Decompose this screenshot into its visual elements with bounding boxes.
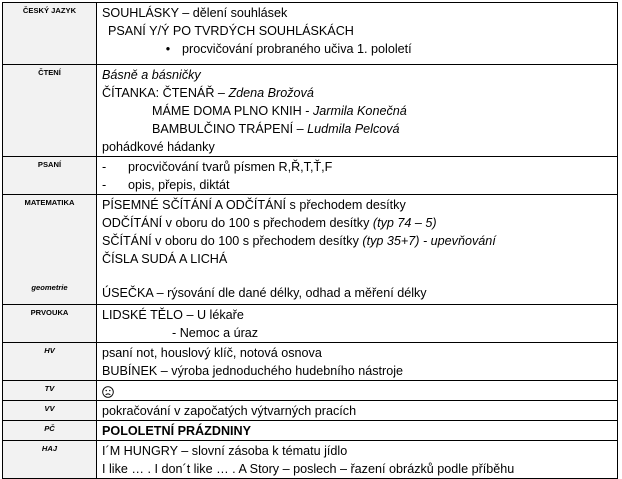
subject-label: HAJ: [3, 441, 97, 479]
sub-label: geometrie: [31, 283, 68, 292]
subject-label: PRVOUKA: [3, 305, 97, 343]
content-line: psaní not, houslový klíč, notová osnova: [102, 346, 322, 360]
subject-content: [97, 305, 618, 343]
content-line: - Nemoc a úraz: [172, 326, 259, 340]
subject-content: [97, 343, 618, 381]
sad-face-icon: [102, 386, 114, 398]
row-pc: [3, 421, 618, 441]
content-line: [102, 214, 617, 232]
note: (typ 35+7) - upevňování: [362, 234, 496, 248]
content-line: [102, 176, 617, 194]
author: Jarmila Konečná: [312, 104, 407, 118]
curriculum-table: [2, 2, 618, 479]
row-vv: [3, 401, 618, 421]
row-prvouka: [3, 305, 618, 343]
subject-content: [97, 401, 618, 421]
content-line: pohádkové hádanky: [102, 140, 215, 154]
subject-label: [3, 195, 97, 305]
text: ČÍTANKA: ČTENÁŘ –: [102, 86, 229, 100]
row-hv: [3, 343, 618, 381]
subject-label: PSANÍ: [3, 157, 97, 195]
content-line: BUBÍNEK – výroba jednoduchého hudebního nástroje: [102, 364, 404, 378]
subject-content: [97, 381, 618, 401]
bullet-icon: •: [165, 42, 171, 56]
row-matematika: [3, 195, 618, 305]
content-line: [102, 40, 617, 58]
text: SČÍTÁNÍ v oboru do 100 s přechodem desítky: [102, 234, 363, 248]
content-line: PSANÍ Y/Ý PO TVRDÝCH SOUHLÁSKÁCH: [108, 24, 354, 38]
content-line: ČÍSLA SUDÁ A LICHÁ: [102, 252, 228, 266]
subject-content: [97, 421, 618, 441]
row-haj: [3, 441, 618, 479]
subject-label: PČ: [3, 421, 97, 441]
content-line: PÍSEMNÉ SČÍTÁNÍ A ODČÍTÁNÍ s přechodem desítky: [102, 198, 406, 212]
row-cesky: [3, 3, 618, 65]
row-psani: [3, 157, 618, 195]
content-line: SOUHLÁSKY – dělení souhlásek: [102, 6, 288, 20]
text: BAMBULČINO TRÁPENÍ –: [152, 122, 308, 136]
content-line: [102, 232, 617, 250]
content-line: [102, 102, 617, 120]
content-line: I like … . I don´t like … . A Story – poslech – řazení obrázků podle příběhu: [102, 462, 515, 476]
subject-content: [97, 157, 618, 195]
content-line: [102, 84, 617, 102]
dash: -: [102, 178, 107, 192]
label-text: MATEMATIKA: [24, 198, 75, 207]
subject-content: [97, 441, 618, 479]
subject-label: ČESKÝ JAZYK: [3, 3, 97, 65]
dash: -: [102, 160, 107, 174]
content-line: ÚSEČKA – rýsování dle dané délky, odhad a měření délky: [102, 286, 427, 300]
content-line: [102, 382, 617, 400]
content-line: LIDSKÉ TĚLO – U lékaře: [102, 308, 244, 322]
bullet-text: procvičování probraného učiva 1. pololetí: [182, 42, 412, 56]
content-line: POLOLETNÍ PRÁZDNINY: [102, 424, 252, 438]
subject-label: HV: [3, 343, 97, 381]
subject-label: TV: [3, 381, 97, 401]
subject-content: [97, 195, 618, 305]
content-line: Básně a básničky: [102, 68, 201, 82]
content-line: [102, 158, 617, 176]
text: MÁME DOMA PLNO KNIH -: [152, 104, 313, 118]
row-cteni: [3, 65, 618, 157]
content-line: I´M HUNGRY – slovní zásoba k tématu jídlo: [102, 444, 348, 458]
text: procvičování tvarů písmen R,Ř,T,Ť,F: [128, 160, 333, 174]
subject-content: [97, 3, 618, 65]
author: Ludmila Pelcová: [307, 122, 400, 136]
text: opis, přepis, diktát: [128, 178, 230, 192]
author: Zdena Brožová: [228, 86, 314, 100]
note: (typ 74 – 5): [372, 216, 437, 230]
subject-content: [97, 65, 618, 157]
subject-label: ČTENÍ: [3, 65, 97, 157]
text: ODČÍTÁNÍ v oboru do 100 s přechodem desítky: [102, 216, 373, 230]
subject-label: VV: [3, 401, 97, 421]
content-line: [102, 120, 617, 138]
row-tv: [3, 381, 618, 401]
content-line: pokračování v započatých výtvarných pracích: [102, 404, 357, 418]
